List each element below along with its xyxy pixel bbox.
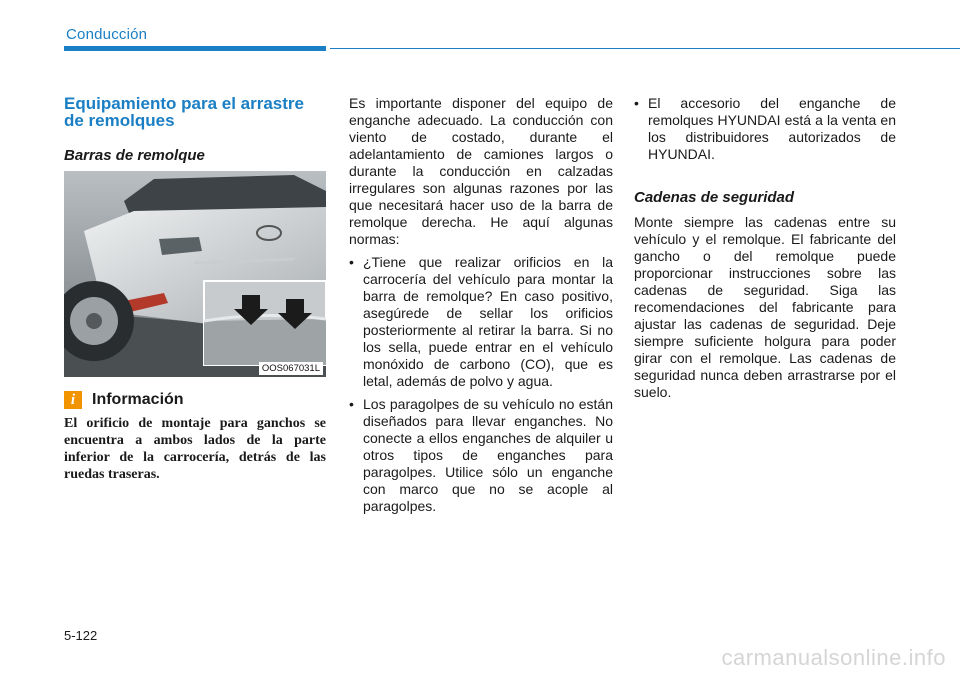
photo-caption: OOS067031L [259,362,323,375]
section-title-line2: de remolques [64,111,175,130]
intro-paragraph: Es importante disponer del equipo de enganche adecuado. La conducción con viento de costado, durante el adelantamiento de camiones largos o durante la conducción en calzadas irregulares son algunas razones por las que necesitará hacer uso de la barra de remolque derecha. He aquí algunas normas: [349,95,613,247]
page-number: 5-122 [64,628,98,643]
section-header: Conducción [66,26,148,43]
subtitle-tow-bars: Barras de remolque [64,147,205,164]
header-rule-thick [64,46,326,51]
rules-list [349,254,613,515]
list-item: • Los paragolpes de su vehículo no están diseñados para llevar enganches. No conecte a ellos enganches de alquiler u otros tipos de enganches para paragolpes. Utilice sólo un enganche con marco que no se acople al paragolpes. [349,396,613,515]
column-right [634,95,896,401]
list-item: • ¿Tiene que realizar orificios en la carrocería del vehículo para montar la barra de remolque? En caso positivo, asegúrede de sellar los orificios posteriormente al retirar la barra. Si no los sella, puede entrar en el vehículo monóxido de carbono (CO), que es letal, además de polvo y agua. [349,254,613,390]
info-text: El orificio de montaje para ganchos se encuentra a ambos lados de la parte inferior de la carrocería, detrás de las ruedas traseras. [64,416,326,482]
safety-chains-paragraph: Monte siempre las cadenas entre su vehículo y el remolque. El fabricante del gancho o del remolque puede proporcionar instrucciones sobre las cadenas de seguridad. Siga las recomendaciones del fabricante para ajustar las cadenas de seguridad. Deje siempre suficiente holgura para poder girar con el remolque. Las cadenas de seguridad nunca deben arrastrarse por el suelo. [634,214,896,400]
car-rear-illustration [64,171,326,377]
list-item: • El accesorio del enganche de remolques HYUNDAI está a la venta en los distribuidores autorizados de HYUNDAI. [634,95,896,163]
car-rear-photo [64,171,326,377]
column-middle [349,95,613,521]
watermark: carmanualsonline.info [721,645,946,670]
section-title-line1: Equipamiento para el arrastre [64,94,304,113]
info-heading [64,391,326,409]
accessory-list [634,95,896,163]
info-title: Información [92,391,184,408]
subtitle-safety-chains: Cadenas de seguridad [634,189,795,206]
section-title [64,95,326,129]
info-icon: i [64,391,82,409]
header-rule-thin [330,48,960,49]
column-left [64,95,326,483]
